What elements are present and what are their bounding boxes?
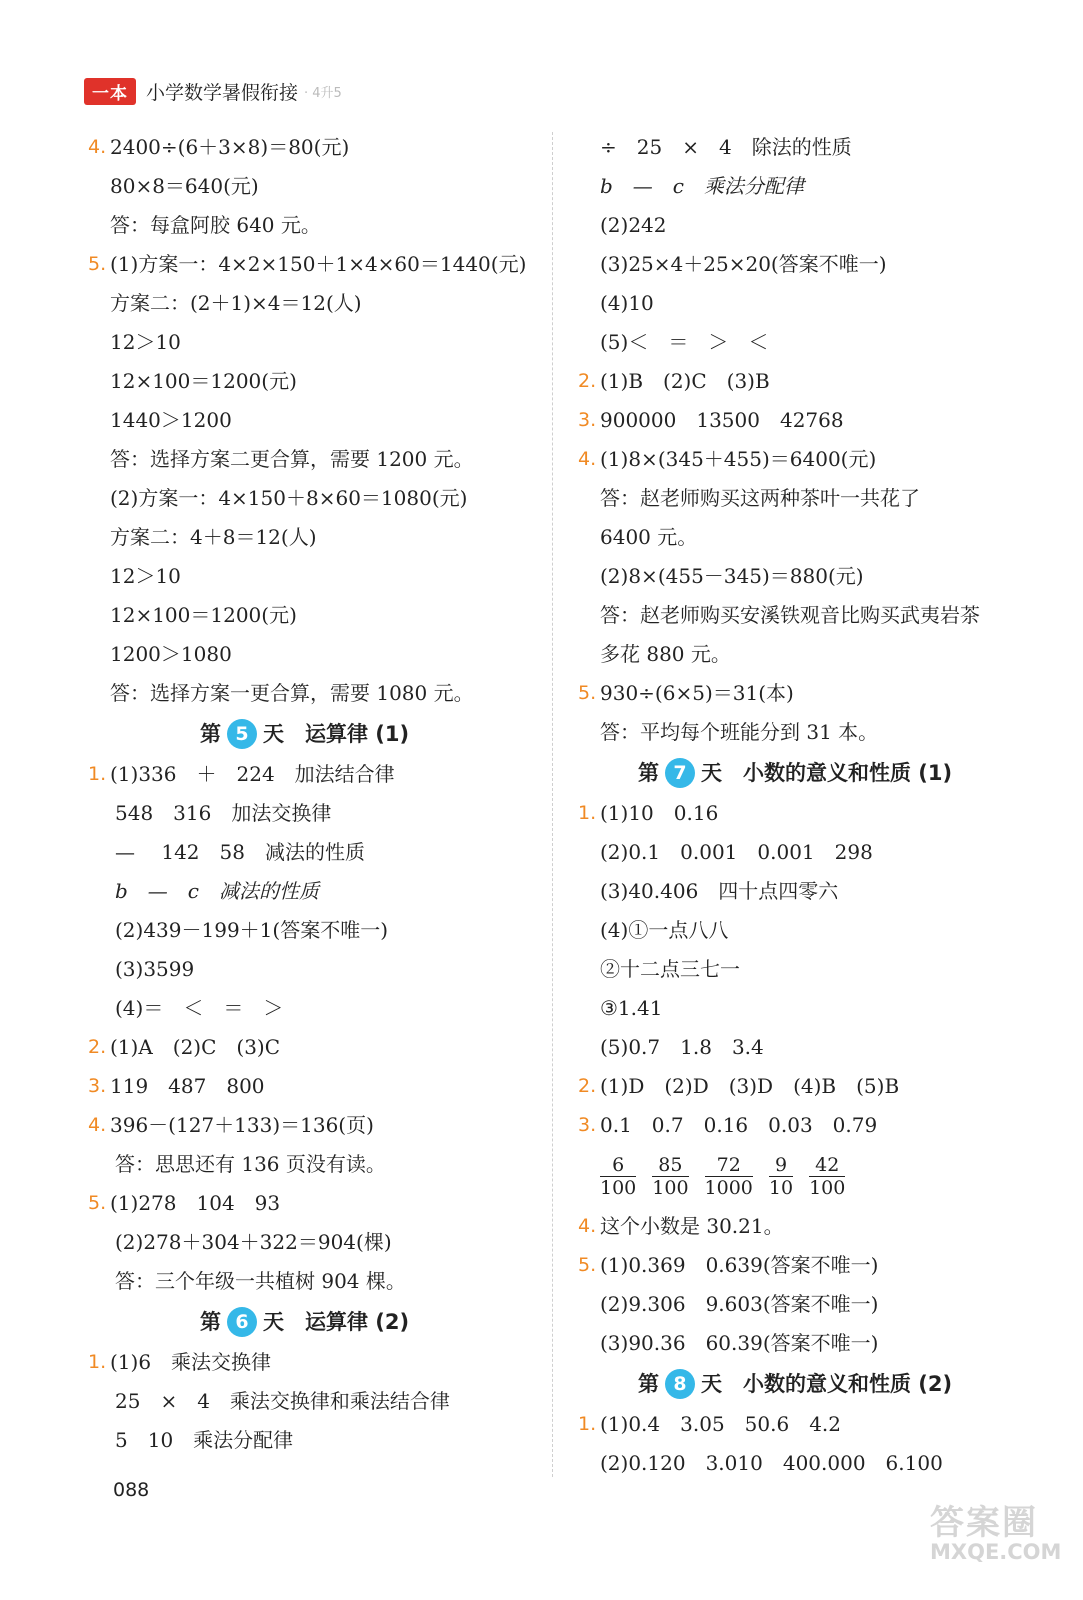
question-number: 5. bbox=[88, 1192, 107, 1214]
question-number: 4. bbox=[88, 1114, 107, 1136]
question-number: 2. bbox=[88, 1036, 107, 1058]
question-number: 3. bbox=[88, 1075, 107, 1097]
answer-line: 4. 这个小数是 30.21。 bbox=[600, 1207, 1040, 1246]
answer-line: 548 316 加法交换律 bbox=[115, 801, 332, 825]
section-heading-day7: 第 7 天 小数的意义和性质 (1) bbox=[600, 752, 1040, 794]
answer-line: 6400 元。 bbox=[600, 525, 698, 549]
fraction-row bbox=[600, 1145, 1040, 1207]
answer-line: (2)242 bbox=[600, 213, 667, 237]
answer-line: 4. (1)8×(345＋455)＝6400(元) bbox=[600, 440, 1040, 479]
answer-line: 4. 2400÷(6＋3×8)＝80(元) bbox=[110, 128, 540, 167]
answer-line: 4. 396－(127＋133)＝136(页) bbox=[110, 1106, 540, 1145]
question-number: 1. bbox=[88, 1351, 107, 1373]
answer-line: 1200＞1080 bbox=[110, 642, 232, 666]
answer-line: 2. (1)D (2)D (3)D (4)B (5)B bbox=[600, 1067, 1040, 1106]
question-number: 3. bbox=[578, 1114, 597, 1136]
answer-line: 3. 0.1 0.7 0.16 0.03 0.79 bbox=[600, 1106, 1040, 1145]
answer-line: 5. 930÷(6×5)＝31(本) bbox=[600, 674, 1040, 713]
watermark-logo-text: 答案圈 bbox=[930, 1503, 1038, 1543]
answer-line: 答：三个年级一共植树 904 棵。 bbox=[115, 1269, 406, 1293]
answer-line: 1. (1)6 乘法交换律 bbox=[110, 1343, 540, 1382]
question-number: 2. bbox=[578, 370, 597, 392]
question-number: 5. bbox=[88, 253, 107, 275]
fraction: $\frac{6}{100}$ bbox=[600, 1153, 637, 1199]
answer-line: 答：赵老师购买安溪铁观音比购买武夷岩茶 bbox=[600, 603, 980, 627]
question-number: 3. bbox=[578, 409, 597, 431]
day-badge: 5 bbox=[227, 719, 257, 749]
question-number: 4. bbox=[88, 136, 107, 158]
answer-line: 多花 880 元。 bbox=[600, 642, 731, 666]
answer-line: 3. 900000 13500 42768 bbox=[600, 401, 1040, 440]
answer-line: (3)90.36 60.39(答案不唯一) bbox=[600, 1331, 879, 1355]
brand-logo: 一本 bbox=[84, 78, 136, 105]
answer-line: 3. 119 487 800 bbox=[110, 1067, 540, 1106]
page-number: 088 bbox=[113, 1479, 150, 1501]
book-title: 小学数学暑假衔接 bbox=[146, 81, 299, 104]
answer-line: (5)0.7 1.8 3.4 bbox=[600, 1035, 764, 1059]
question-number: 4. bbox=[578, 448, 597, 470]
fraction: $\frac{42}{100}$ bbox=[809, 1153, 846, 1199]
fraction: $\frac{85}{100}$ bbox=[652, 1153, 689, 1199]
answer-line: ③1.41 bbox=[600, 996, 663, 1020]
answer-line: (4)＝ ＜ ＝ ＞ bbox=[115, 996, 284, 1020]
fraction: $\frac{9}{10}$ bbox=[768, 1153, 794, 1199]
answer-line: (2)9.306 9.603(答案不唯一) bbox=[600, 1292, 879, 1316]
answer-line: 12×100＝1200(元) bbox=[110, 369, 297, 393]
answer-line: (3)3599 bbox=[115, 957, 195, 981]
day-badge: 6 bbox=[227, 1307, 257, 1337]
answer-line: 1. (1)0.4 3.05 50.6 4.2 bbox=[600, 1405, 1040, 1444]
answer-line: 答：选择方案一更合算，需要 1080 元。 bbox=[110, 681, 474, 705]
answer-line: 80×8＝640(元) bbox=[110, 174, 259, 198]
answer-line: 5. (1)278 104 93 bbox=[110, 1184, 540, 1223]
question-number: 4. bbox=[578, 1215, 597, 1237]
section-heading-day5: 第 5 天 运算律 (1) bbox=[110, 713, 540, 755]
column-divider bbox=[552, 132, 553, 1477]
section-heading-day8: 第 8 天 小数的意义和性质 (2) bbox=[600, 1363, 1040, 1405]
answer-line: (3)40.406 四十点四零六 bbox=[600, 879, 839, 903]
answer-line: 答：每盒阿胶 640 元。 bbox=[110, 213, 321, 237]
answer-line: ②十二点三七一 bbox=[600, 957, 740, 981]
answer-line: (2)0.120 3.010 400.000 6.100 bbox=[600, 1451, 943, 1475]
answer-line: 25 × 4 乘法交换律和乘法结合律 bbox=[115, 1389, 450, 1413]
answer-line: (3)25×4＋25×20(答案不唯一) bbox=[600, 252, 887, 276]
page-header bbox=[84, 78, 342, 104]
question-number: 5. bbox=[578, 1254, 597, 1276]
right-column bbox=[578, 128, 1040, 1483]
answer-line: 答：赵老师购买这两种茶叶一共花了 bbox=[600, 486, 920, 510]
watermark-url: MXQE.COM bbox=[930, 1540, 1062, 1564]
answer-line: 12×100＝1200(元) bbox=[110, 603, 297, 627]
watermark bbox=[930, 1495, 1062, 1585]
answer-line: 答：选择方案二更合算，需要 1200 元。 bbox=[110, 447, 474, 471]
answer-line: (2)方案一：4×150＋8×60＝1080(元) bbox=[110, 486, 468, 510]
answer-line: 方案二：(2＋1)×4＝12(人) bbox=[110, 291, 362, 315]
answer-line: 1. (1)336 ＋ 224 加法结合律 bbox=[110, 755, 540, 794]
question-number: 1. bbox=[88, 763, 107, 785]
answer-line: 5 10 乘法分配律 bbox=[115, 1428, 294, 1452]
answer-line: 答：平均每个班能分到 31 本。 bbox=[600, 720, 879, 744]
answer-line: 5. (1)方案一：4×2×150＋1×4×60＝1440(元) bbox=[110, 245, 540, 284]
answer-line: (5)＜ ＝ ＞ ＜ bbox=[600, 330, 769, 354]
question-number: 1. bbox=[578, 1413, 597, 1435]
answer-line: (4)①一点八八 bbox=[600, 918, 729, 942]
answer-line: 1440＞1200 bbox=[110, 408, 232, 432]
answer-line: b — c 乘法分配律 bbox=[600, 174, 805, 198]
answer-line: — 142 58 减法的性质 bbox=[115, 840, 365, 864]
question-number: 1. bbox=[578, 802, 597, 824]
answer-line: (2)0.1 0.001 0.001 298 bbox=[600, 840, 873, 864]
answer-line: 2. (1)A (2)C (3)C bbox=[110, 1028, 540, 1067]
question-number: 2. bbox=[578, 1075, 597, 1097]
answer-line: 12＞10 bbox=[110, 330, 181, 354]
answer-line: 2. (1)B (2)C (3)B bbox=[600, 362, 1040, 401]
day-badge: 7 bbox=[665, 758, 695, 788]
answer-line: 5. (1)0.369 0.639(答案不唯一) bbox=[600, 1246, 1040, 1285]
answer-line: 1. (1)10 0.16 bbox=[600, 794, 1040, 833]
answer-line: 答：思思还有 136 页没有读。 bbox=[115, 1152, 386, 1176]
answer-line: 方案二：4＋8＝12(人) bbox=[110, 525, 317, 549]
answer-line: (2)439－199＋1(答案不唯一) bbox=[115, 918, 389, 942]
answer-line: (2)278＋304＋322＝904(棵) bbox=[115, 1230, 392, 1254]
question-number: 5. bbox=[578, 682, 597, 704]
day-badge: 8 bbox=[665, 1369, 695, 1399]
answer-line: ÷ 25 × 4 除法的性质 bbox=[600, 135, 852, 159]
grade-label: · 4升5 bbox=[304, 85, 342, 101]
answer-line: b — c 减法的性质 bbox=[115, 879, 320, 903]
section-heading-day6: 第 6 天 运算律 (2) bbox=[110, 1301, 540, 1343]
answer-line: (4)10 bbox=[600, 291, 654, 315]
answer-line: (2)8×(455－345)＝880(元) bbox=[600, 564, 864, 588]
left-column bbox=[88, 128, 540, 1460]
fraction: $\frac{72}{1000}$ bbox=[704, 1153, 753, 1199]
answer-line: 12＞10 bbox=[110, 564, 181, 588]
